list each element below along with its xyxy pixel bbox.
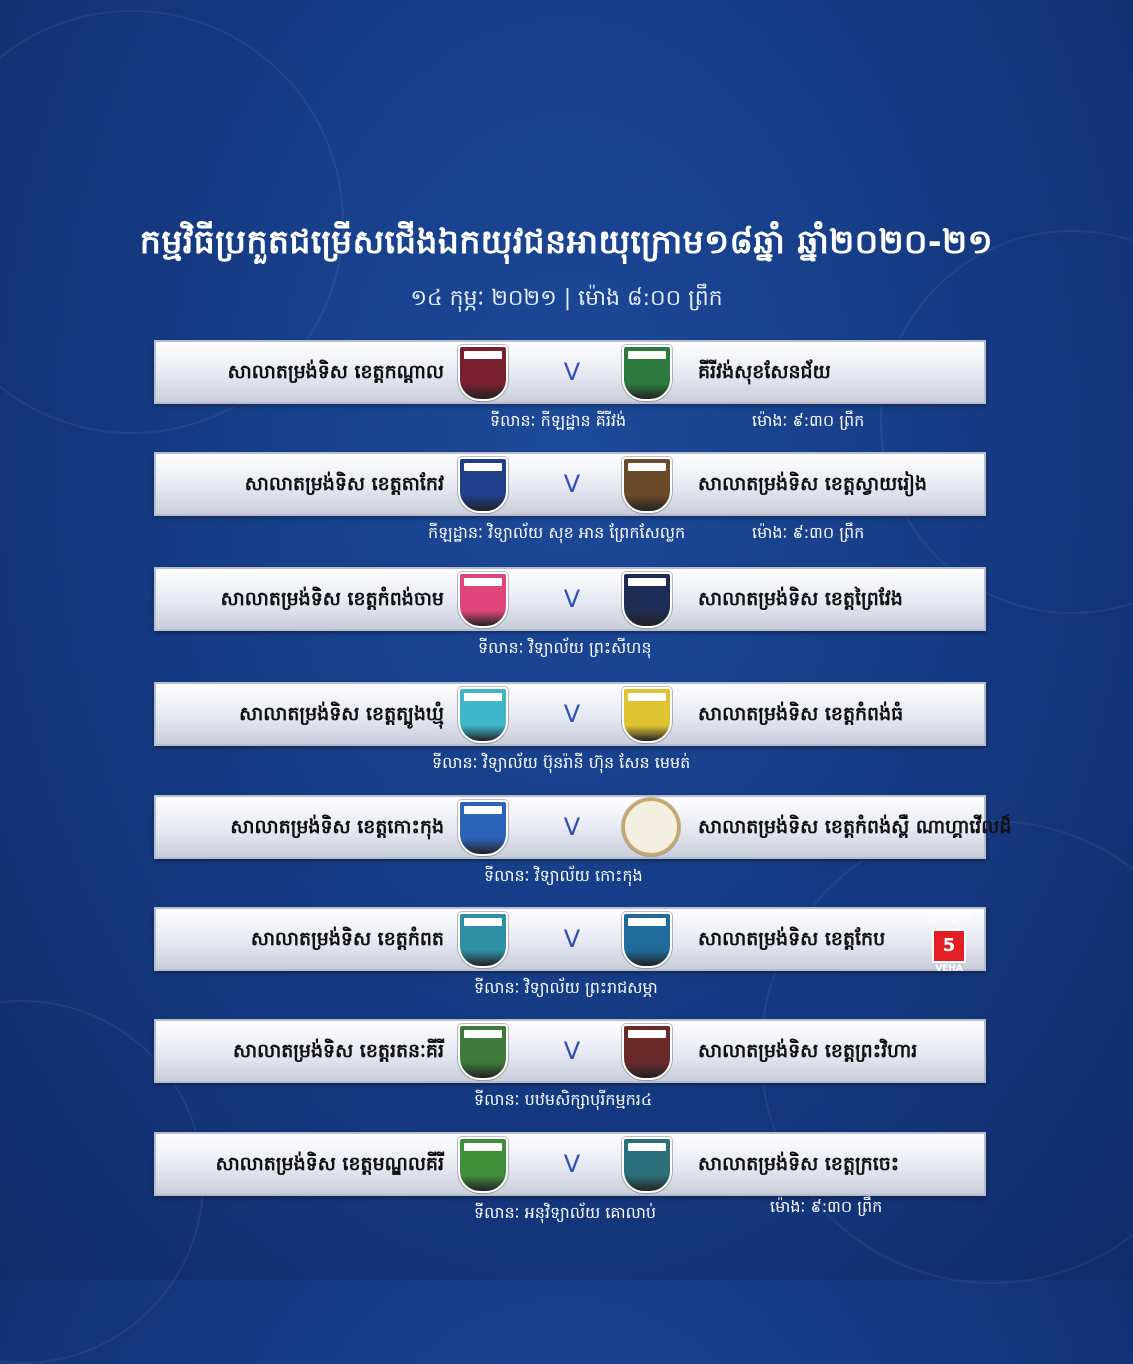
crest-band — [464, 806, 502, 814]
match-row — [154, 340, 986, 404]
venue-label: ទីលានៈ វិទ្យាល័យ ប៊ុនរ៉ានី ហ៊ុន សែន មេមត់ — [432, 753, 691, 772]
home-team-name: សាលាតម្រង់ទិស ខេត្តកណ្ដាល — [227, 361, 444, 383]
away-team-name: សាលាតម្រង់ទិស ខេត្តព្រះវិហារ — [698, 1040, 918, 1062]
match-row — [154, 795, 1012, 859]
away-team-name: សាលាតម្រង់ទិស ខេត្តកំពង់ធំ — [698, 703, 904, 725]
sponsor-logo-text: VEHA — [935, 964, 963, 974]
crest-band — [464, 918, 502, 926]
versus-label: V — [563, 585, 581, 613]
match-row — [154, 1019, 986, 1083]
kickoff-time-label: ម៉ោងៈ ៩:៣០ ព្រឹក — [770, 1197, 883, 1216]
crest-band — [464, 351, 502, 359]
venue-label: ទីលានៈ កីឡដ្ឋាន គីរីវង់ — [490, 411, 627, 430]
versus-label: V — [563, 925, 581, 953]
crest-band — [464, 1030, 502, 1038]
away-team-name: សាលាតម្រង់ទិស ខេត្តកំពង់ស្ពឺ ណាហ្គាវើលដ៏ — [698, 816, 1012, 838]
match-date-time: ១៤ កុម្ភៈ ២០២១ | ម៉ោង ៨:០០ ព្រឹក — [410, 286, 723, 311]
sponsor-label: ផ្សាយផ្ទាល់ — [926, 909, 972, 922]
versus-label: V — [563, 470, 581, 498]
home-team-name: សាលាតម្រង់ទិស ខេត្តកោះកុង — [230, 816, 444, 838]
venue-label: កីឡដ្ឋានៈ វិទ្យាល័យ សុខ អាន ព្រែកសែល្លក — [428, 523, 686, 542]
match-row — [154, 907, 986, 971]
venue-label: ទីលានៈ វិទ្យាល័យ កោះកុង — [484, 866, 643, 885]
crest-band — [464, 693, 502, 701]
kickoff-time-label: ម៉ោងៈ ៩:៣០ ព្រឹក — [752, 411, 865, 430]
away-team-name: សាលាតម្រង់ទិស ខេត្តព្រៃវែង — [698, 588, 903, 610]
home-team-name: សាលាតម្រង់ទិស ខេត្តត្បូងឃ្មុំ — [239, 703, 444, 725]
away-team-crest-icon — [622, 572, 672, 628]
away-team-name: គីរីវង់សុខសែនជ័យ — [698, 361, 831, 383]
sponsor-block — [920, 909, 978, 974]
versus-label: V — [563, 813, 581, 841]
crest-band — [628, 351, 666, 359]
home-team-name: សាលាតម្រង់ទិស ខេត្តកំពត — [250, 928, 444, 950]
crest-band — [628, 1030, 666, 1038]
crest-band — [464, 1143, 502, 1151]
home-team-crest-icon — [458, 1024, 508, 1080]
home-team-crest-icon — [458, 687, 508, 743]
home-team-crest-icon — [458, 1137, 508, 1193]
away-team-crest-icon — [622, 912, 672, 968]
match-row — [154, 682, 986, 746]
sponsor-logo-glyph: 5 — [942, 935, 956, 956]
away-team-crest-icon — [622, 1024, 672, 1080]
crest-band — [464, 463, 502, 471]
away-team-crest-icon — [622, 798, 680, 856]
versus-label: V — [563, 1150, 581, 1178]
crest-band — [628, 1143, 666, 1151]
away-team-crest-icon — [622, 1137, 672, 1193]
schedule-header — [0, 222, 1133, 316]
away-team-name: សាលាតម្រង់ទិស ខេត្តក្រចេះ — [698, 1153, 900, 1175]
home-team-name: សាលាតម្រង់ទិស ខេត្តតាកែវ — [244, 473, 444, 495]
away-team-name: សាលាតម្រង់ទិស ខេត្តកែប — [698, 928, 886, 950]
versus-label: V — [563, 700, 581, 728]
venue-label: ទីលានៈ វិទ្យាល័យ ព្រះសីហនុ — [478, 638, 652, 657]
veha-logo-icon — [932, 929, 966, 963]
venue-label: ទីលានៈ បឋមសិក្សាបុរីកម្មករ៤ — [474, 1090, 653, 1109]
home-team-name: សាលាតម្រង់ទិស ខេត្តមណ្ឌលគីរី — [215, 1153, 444, 1175]
crest-band — [628, 578, 666, 586]
crest-band — [628, 463, 666, 471]
venue-label: ទីលានៈ អនុវិទ្យាល័យ គោលាប់ — [474, 1203, 657, 1222]
home-team-crest-icon — [458, 800, 508, 856]
match-row — [154, 1132, 986, 1196]
crest-band — [464, 578, 502, 586]
crest-band — [628, 693, 666, 701]
home-team-crest-icon — [458, 572, 508, 628]
match-row — [154, 452, 986, 516]
venue-label: ទីលានៈ វិទ្យាល័យ ព្រះរាជសម្ភា — [474, 978, 658, 997]
away-team-crest-icon — [622, 345, 672, 401]
home-team-crest-icon — [458, 345, 508, 401]
crest-band — [628, 918, 666, 926]
home-team-crest-icon — [458, 457, 508, 513]
versus-label: V — [563, 358, 581, 386]
home-team-crest-icon — [458, 912, 508, 968]
match-row — [154, 567, 986, 631]
home-team-name: សាលាតម្រង់ទិស ខេត្តរតនៈគីរី — [232, 1040, 444, 1062]
versus-label: V — [563, 1037, 581, 1065]
away-team-crest-icon — [622, 687, 672, 743]
page-title: កម្មវិធីប្រកួតជម្រើសជើងឯកយុវជនអាយុក្រោម១៨ឆ្នាំ ឆ្នាំ២០២០-២១ — [139, 222, 994, 261]
away-team-name: សាលាតម្រង់ទិស ខេត្តស្វាយរៀង — [698, 473, 927, 495]
kickoff-time-label: ម៉ោងៈ ៩:៣០ ព្រឹក — [752, 523, 865, 542]
away-team-crest-icon — [622, 457, 672, 513]
home-team-name: សាលាតម្រង់ទិស ខេត្តកំពង់ចាម — [220, 588, 444, 610]
